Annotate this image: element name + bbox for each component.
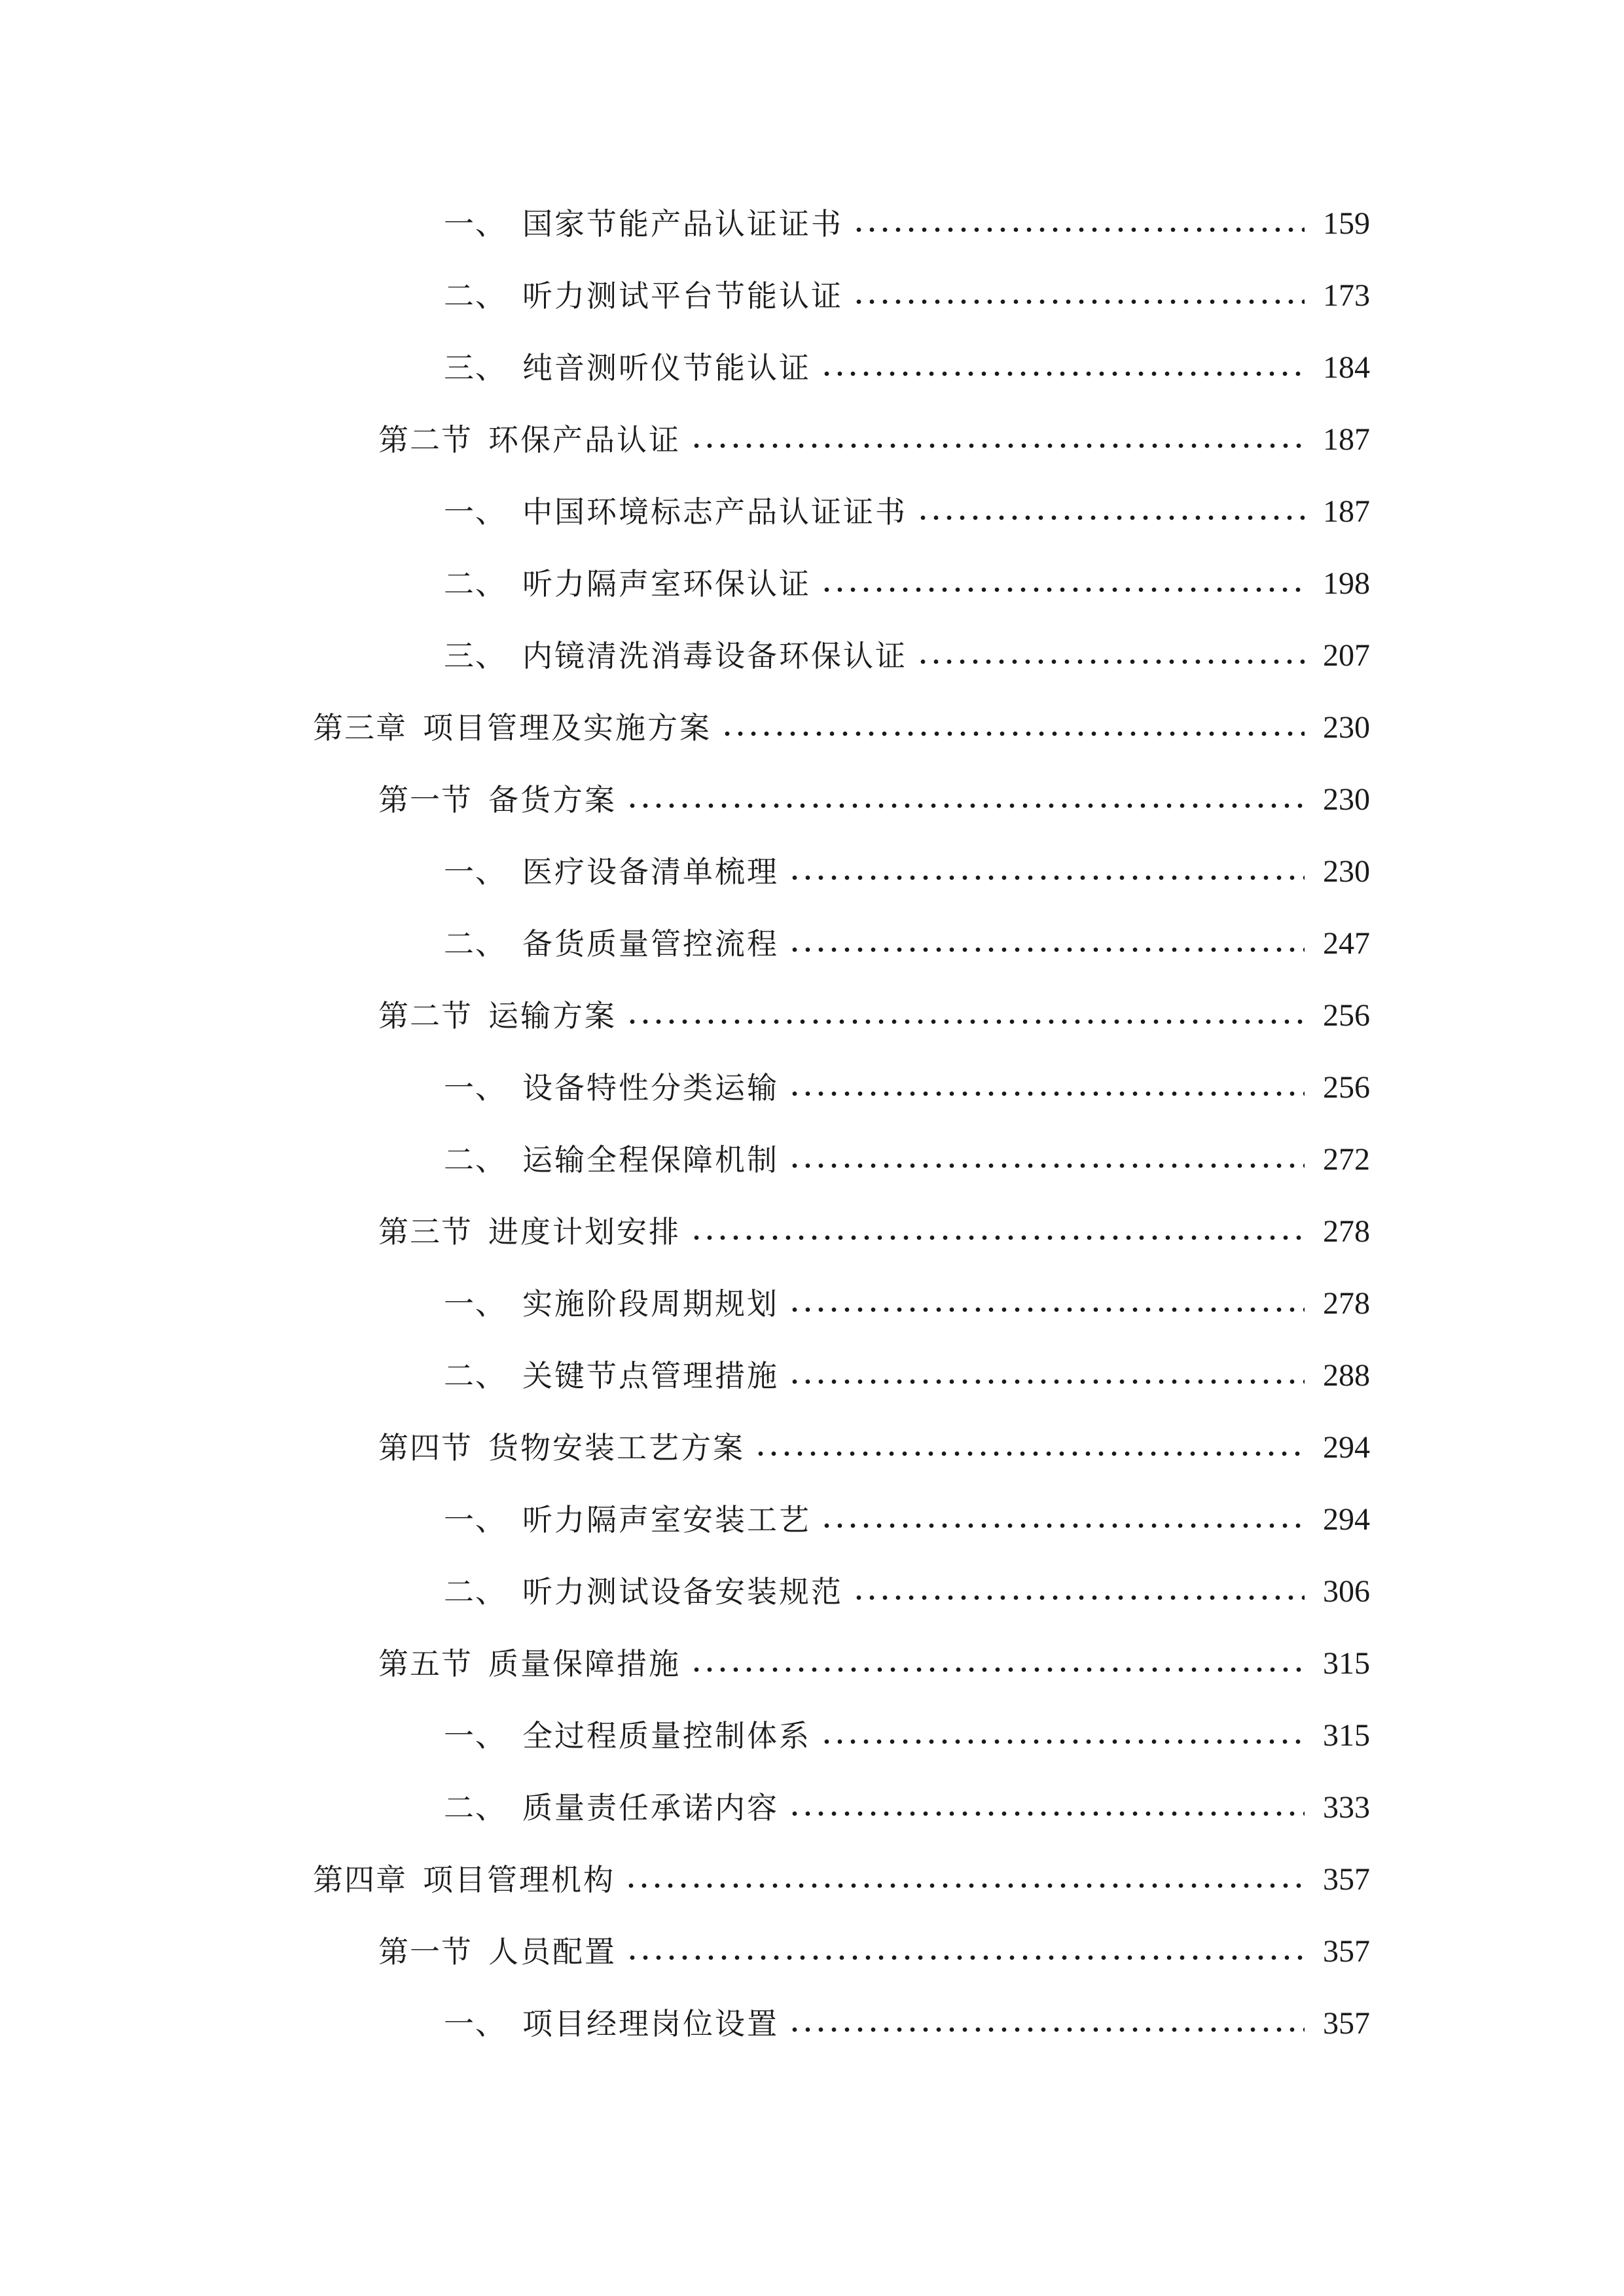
toc-entry-number: 二、 xyxy=(444,1790,507,1825)
dot-leader xyxy=(820,585,1305,594)
toc-entry-number: 一、 xyxy=(444,494,507,529)
dot-leader xyxy=(690,1233,1305,1242)
toc-entry-number: 第四章 xyxy=(313,1862,407,1897)
toc-entry-page-number: 333 xyxy=(1323,1790,1370,1825)
toc-entry-number: 二、 xyxy=(444,1142,507,1177)
toc-entry-page-number: 230 xyxy=(1323,710,1370,745)
dot-leader xyxy=(820,1521,1305,1530)
toc-entry[interactable] xyxy=(0,1852,1624,1899)
toc-entry-number: 第三节 xyxy=(378,1214,473,1249)
toc-entry[interactable] xyxy=(0,628,1624,675)
toc-entry-title: 人员配置 xyxy=(488,1934,617,1969)
dot-leader xyxy=(721,729,1305,738)
toc-entry[interactable] xyxy=(0,772,1624,819)
toc-entry-page-number: 230 xyxy=(1323,782,1370,817)
toc-entry[interactable] xyxy=(0,1420,1624,1467)
dot-leader xyxy=(624,1881,1305,1890)
toc-entry[interactable] xyxy=(0,556,1624,603)
toc-entry-number: 第三章 xyxy=(313,710,407,745)
toc-entry[interactable] xyxy=(0,196,1624,243)
toc-entry-number: 第一节 xyxy=(378,1934,473,1969)
toc-entry-page-number: 184 xyxy=(1323,350,1370,385)
toc-entry[interactable] xyxy=(0,484,1624,531)
toc-entry-number: 一、 xyxy=(444,1718,507,1753)
dot-leader xyxy=(788,873,1305,882)
toc-entry-number: 二、 xyxy=(444,1358,507,1393)
toc-entry-title: 运输全程保障机制 xyxy=(522,1142,779,1177)
toc-entry[interactable] xyxy=(0,1060,1624,1107)
dot-leader xyxy=(820,1737,1305,1746)
toc-entry[interactable] xyxy=(0,1780,1624,1827)
toc-entry-page-number: 207 xyxy=(1323,638,1370,673)
toc-entry-page-number: 357 xyxy=(1323,2006,1370,2041)
dot-leader xyxy=(788,2025,1305,2034)
dot-leader xyxy=(852,297,1305,306)
toc-entry[interactable] xyxy=(0,1348,1624,1395)
toc-entry-title: 环保产品认证 xyxy=(488,422,681,457)
toc-entry-page-number: 187 xyxy=(1323,422,1370,457)
toc-entry[interactable] xyxy=(0,844,1624,891)
dot-leader xyxy=(788,1377,1305,1386)
toc-entry[interactable] xyxy=(0,1996,1624,2043)
toc-entry[interactable] xyxy=(0,1132,1624,1179)
toc-entry-page-number: 315 xyxy=(1323,1646,1370,1681)
toc-entry-page-number: 278 xyxy=(1323,1214,1370,1249)
toc-entry-page-number: 294 xyxy=(1323,1502,1370,1537)
toc-entry-title: 听力隔声室安装工艺 xyxy=(522,1502,811,1537)
toc-entry[interactable] xyxy=(0,1564,1624,1611)
dot-leader xyxy=(916,513,1305,522)
toc-entry[interactable] xyxy=(0,1204,1624,1251)
toc-entry[interactable] xyxy=(0,1708,1624,1755)
toc-entry[interactable] xyxy=(0,340,1624,387)
toc-entry-title: 进度计划安排 xyxy=(488,1214,681,1249)
toc-entry-number: 第二节 xyxy=(378,998,473,1033)
toc-entry[interactable] xyxy=(0,1924,1624,1971)
toc-entry-page-number: 247 xyxy=(1323,926,1370,961)
toc-entry-title: 听力测试平台节能认证 xyxy=(522,278,843,314)
dot-leader xyxy=(626,801,1305,810)
toc-entry-number: 一、 xyxy=(444,1070,507,1105)
toc-entry[interactable] xyxy=(0,268,1624,315)
toc-entry-title: 中国环境标志产品认证证书 xyxy=(522,494,907,529)
toc-entry-number: 二、 xyxy=(444,566,507,601)
dot-leader xyxy=(690,441,1305,450)
dot-leader xyxy=(820,369,1305,378)
toc-entry-title: 听力隔声室环保认证 xyxy=(522,566,811,601)
toc-entry-page-number: 278 xyxy=(1323,1286,1370,1321)
toc-entry-title: 项目经理岗位设置 xyxy=(522,2006,779,2041)
dot-leader xyxy=(788,1809,1305,1818)
toc-entry-page-number: 294 xyxy=(1323,1430,1370,1465)
toc-entry[interactable] xyxy=(0,412,1624,459)
toc-entry-number: 三、 xyxy=(444,350,507,386)
toc-entry-page-number: 288 xyxy=(1323,1358,1370,1393)
toc-entry-title: 备货质量管控流程 xyxy=(522,926,779,961)
toc-entry-page-number: 357 xyxy=(1323,1862,1370,1897)
toc-entry-number: 三、 xyxy=(444,638,507,673)
toc-entry-page-number: 173 xyxy=(1323,278,1370,313)
toc-entry-number: 第四节 xyxy=(378,1430,473,1465)
toc-entry[interactable] xyxy=(0,1636,1624,1683)
dot-leader xyxy=(626,1953,1305,1962)
dot-leader xyxy=(690,1665,1305,1674)
toc-entry-title: 设备特性分类运输 xyxy=(522,1070,779,1105)
toc-entry-title: 内镜清洗消毒设备环保认证 xyxy=(522,638,907,673)
toc-entry-number: 一、 xyxy=(444,1502,507,1537)
dot-leader xyxy=(754,1449,1305,1458)
toc-entry-title: 质量保障措施 xyxy=(488,1646,681,1681)
toc-entry-number: 二、 xyxy=(444,1574,507,1609)
toc-entry-number: 一、 xyxy=(444,2006,507,2041)
toc-entry[interactable] xyxy=(0,916,1624,963)
toc-entry-title: 实施阶段周期规划 xyxy=(522,1286,779,1321)
toc-entry-number: 一、 xyxy=(444,854,507,889)
toc-entry-page-number: 256 xyxy=(1323,998,1370,1033)
toc-entry-number: 第五节 xyxy=(378,1646,473,1681)
toc-entry[interactable] xyxy=(0,988,1624,1035)
toc-entry[interactable] xyxy=(0,700,1624,747)
dot-leader xyxy=(852,1593,1305,1602)
toc-entry-title: 纯音测听仪节能认证 xyxy=(522,350,811,386)
toc-entry-page-number: 306 xyxy=(1323,1574,1370,1609)
toc-entry[interactable] xyxy=(0,1492,1624,1539)
toc-entry-page-number: 230 xyxy=(1323,854,1370,889)
toc-entry-page-number: 198 xyxy=(1323,566,1370,601)
toc-entry-title: 质量责任承诺内容 xyxy=(522,1790,779,1825)
toc-entry-title: 项目管理机构 xyxy=(423,1862,615,1897)
toc-entry-page-number: 256 xyxy=(1323,1070,1370,1105)
toc-entry-number: 二、 xyxy=(444,926,507,961)
toc-entry-number: 第一节 xyxy=(378,782,473,817)
toc-entry-title: 关键节点管理措施 xyxy=(522,1358,779,1393)
toc-entry-title: 货物安装工艺方案 xyxy=(488,1430,745,1465)
dot-leader xyxy=(626,1017,1305,1026)
toc-entry-number: 二、 xyxy=(444,278,507,314)
dot-leader xyxy=(788,945,1305,954)
dot-leader xyxy=(916,657,1305,666)
toc-entry-title: 备货方案 xyxy=(488,782,617,817)
toc-entry[interactable] xyxy=(0,1276,1624,1323)
dot-leader xyxy=(852,225,1305,234)
toc-entry-page-number: 272 xyxy=(1323,1142,1370,1177)
toc-entry-title: 项目管理及实施方案 xyxy=(423,710,712,745)
toc-entry-title: 运输方案 xyxy=(488,998,617,1033)
toc-entry-number: 第二节 xyxy=(378,422,473,457)
toc-entry-page-number: 315 xyxy=(1323,1718,1370,1753)
toc-entry-number: 一、 xyxy=(444,206,507,242)
dot-leader xyxy=(788,1305,1305,1314)
toc-entry-number: 一、 xyxy=(444,1286,507,1321)
toc-entry-title: 听力测试设备安装规范 xyxy=(522,1574,843,1609)
toc-entry-page-number: 357 xyxy=(1323,1934,1370,1969)
toc-entry-page-number: 187 xyxy=(1323,494,1370,529)
toc-entry-title: 医疗设备清单梳理 xyxy=(522,854,779,889)
toc-entry-title: 全过程质量控制体系 xyxy=(522,1718,811,1753)
toc-entry-title: 国家节能产品认证证书 xyxy=(522,206,843,242)
toc-entry-page-number: 159 xyxy=(1323,206,1370,241)
dot-leader xyxy=(788,1161,1305,1170)
dot-leader xyxy=(788,1089,1305,1098)
